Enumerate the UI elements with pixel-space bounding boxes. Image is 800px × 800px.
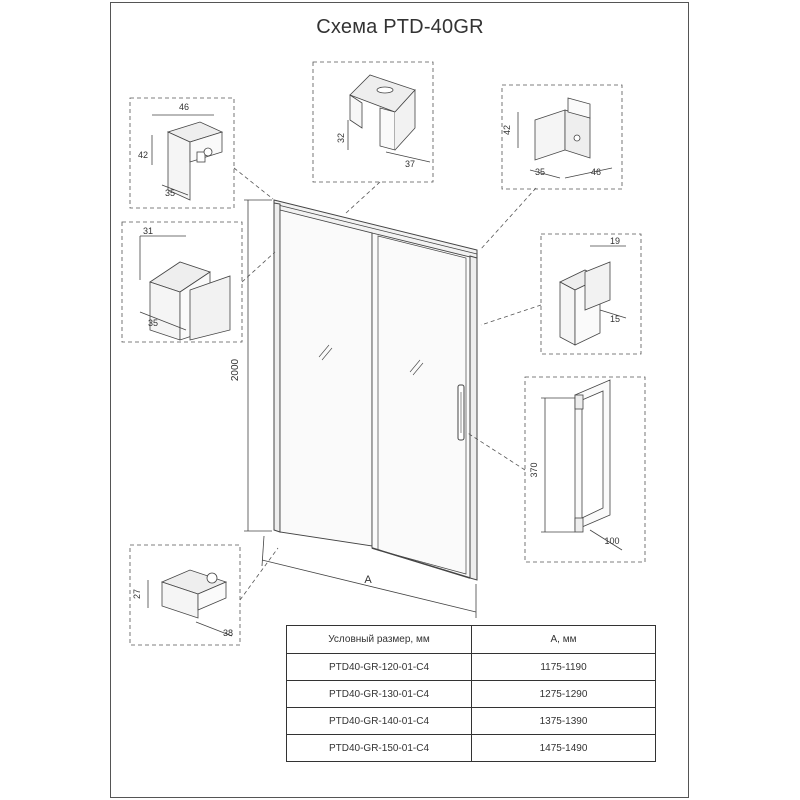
table-header-model: Условный размер, мм <box>287 626 472 654</box>
detail-bottom-height: 27 <box>132 588 142 600</box>
fixed-glass-panel <box>280 210 372 546</box>
shower-door <box>274 200 477 580</box>
table-row <box>287 708 656 735</box>
height-dimension-label: 2000 <box>230 358 241 382</box>
sliding-glass-panel <box>372 233 470 578</box>
detail-bottom-depth: 38 <box>222 628 234 638</box>
detail-top-left-depth: 35 <box>164 188 176 198</box>
table-cell-model: PTD40-GR-130-01-C4 <box>287 681 472 708</box>
table-cell-width: 1375-1390 <box>472 708 656 735</box>
detail-right-profile-depth: 15 <box>609 314 621 324</box>
detail-top-left-width: 46 <box>178 102 190 112</box>
table-row <box>287 681 656 708</box>
size-table-header-row <box>287 626 656 654</box>
detail-top-left-height: 42 <box>137 150 149 160</box>
table-header-width: А, мм <box>472 626 656 654</box>
detail-top-center-depth: 37 <box>404 159 416 169</box>
detail-handle <box>541 380 622 550</box>
table-cell-width: 1275-1290 <box>472 681 656 708</box>
detail-bottom <box>148 570 232 636</box>
table-cell-model: PTD40-GR-150-01-C4 <box>287 735 472 762</box>
height-dimension <box>244 200 272 531</box>
page-title: Схема PTD-40GR <box>316 16 484 38</box>
detail-handle-height: 370 <box>529 462 539 478</box>
detail-top-center <box>348 75 430 162</box>
table-row <box>287 654 656 681</box>
table-cell-model: PTD40-GR-120-01-C4 <box>287 654 472 681</box>
table-cell-width: 1175-1190 <box>472 654 656 681</box>
detail-top-right-height: 42 <box>502 124 512 136</box>
table-row <box>287 735 656 762</box>
detail-right-profile-width: 19 <box>609 236 621 246</box>
table-cell-width: 1475-1490 <box>472 735 656 762</box>
detail-left-profile-depth: 35 <box>147 318 159 328</box>
detail-top-right-depth-2: 46 <box>590 167 602 177</box>
detail-top-right <box>518 98 612 178</box>
detail-top-center-height: 32 <box>336 132 346 144</box>
width-dimension-label: A <box>364 574 372 586</box>
size-table <box>286 625 656 762</box>
detail-top-left <box>152 115 222 200</box>
right-wall-profile <box>470 256 477 580</box>
detail-left-profile-width: 31 <box>142 226 154 236</box>
detail-right-profile <box>560 246 626 345</box>
detail-top-right-depth-1: 35 <box>534 167 546 177</box>
table-cell-model: PTD40-GR-140-01-C4 <box>287 708 472 735</box>
detail-handle-width: 100 <box>604 536 620 546</box>
